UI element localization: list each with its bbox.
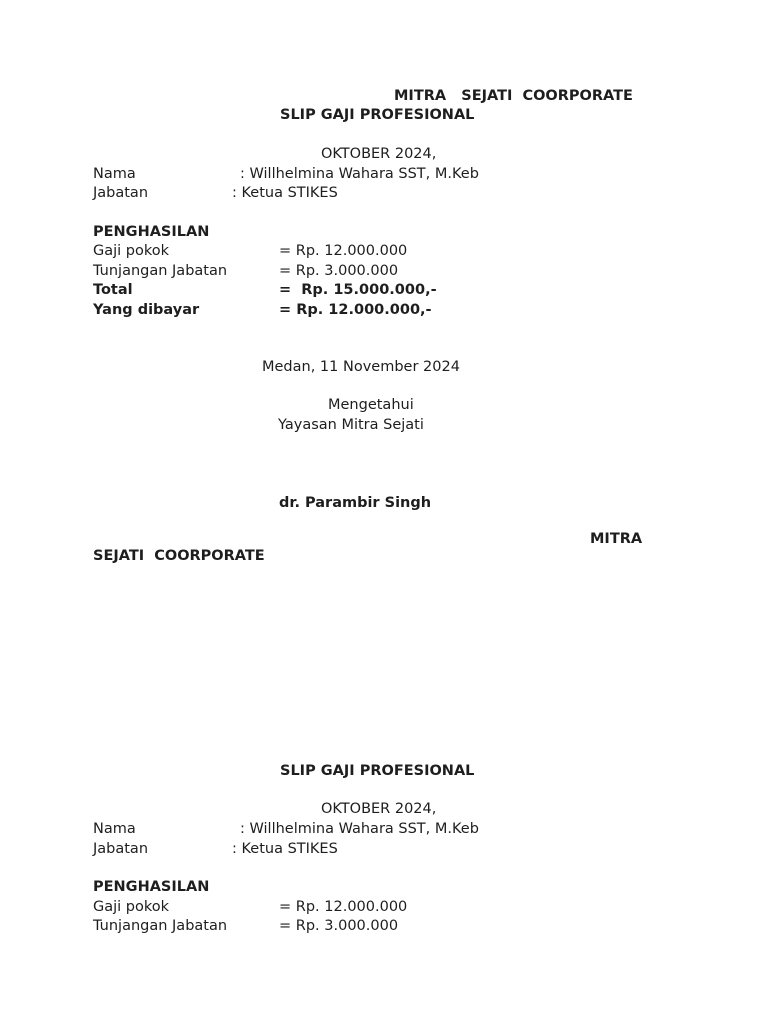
company-name: MITRA SEJATI COORPORATE	[394, 88, 633, 104]
jabatan-label-2: Jabatan	[93, 841, 149, 857]
organization-name: Yayasan Mitra Sejati	[278, 417, 424, 433]
acknowledge-text: Mengetahui	[328, 397, 414, 413]
jabatan-value: : Ketua STIKES	[232, 185, 338, 201]
yang-dibayar-label: Yang dibayar	[93, 302, 200, 318]
nama-value-2: : Willhelmina Wahara SST, M.Keb	[240, 821, 479, 837]
total-label: Total	[93, 282, 133, 298]
tunjangan-value-2: = Rp. 3.000.000	[279, 918, 399, 934]
nama-value: : Willhelmina Wahara SST, M.Keb	[240, 166, 479, 182]
yang-dibayar-value: = Rp. 12.000.000,-	[279, 302, 432, 318]
gaji-pokok-value-2: = Rp. 12.000.000	[279, 899, 408, 915]
jabatan-label: Jabatan	[93, 185, 149, 201]
nama-label: Nama	[93, 166, 136, 182]
slip-title: SLIP GAJI PROFESIONAL	[280, 107, 475, 123]
gaji-pokok-label: Gaji pokok	[93, 243, 170, 259]
gaji-pokok-value: = Rp. 12.000.000	[279, 243, 408, 259]
jabatan-value-2: : Ketua STIKES	[232, 841, 338, 857]
company-name-part2: SEJATI COORPORATE	[93, 548, 265, 564]
period-2: OKTOBER 2024,	[321, 801, 437, 817]
gaji-pokok-label-2: Gaji pokok	[93, 899, 170, 915]
tunjangan-value: = Rp. 3.000.000	[279, 263, 399, 279]
section-heading-penghasilan-2: PENGHASILAN	[93, 879, 210, 895]
place-date: Medan, 11 November 2024	[262, 359, 460, 375]
total-value: = Rp. 15.000.000,-	[279, 282, 437, 298]
section-heading-penghasilan: PENGHASILAN	[93, 224, 210, 240]
slip-title-2: SLIP GAJI PROFESIONAL	[280, 763, 475, 779]
company-name-part1: MITRA	[590, 531, 643, 547]
tunjangan-label-2: Tunjangan Jabatan	[93, 918, 228, 934]
tunjangan-label: Tunjangan Jabatan	[93, 263, 228, 279]
period: OKTOBER 2024,	[321, 146, 437, 162]
signatory-name: dr. Parambir Singh	[279, 495, 432, 511]
nama-label-2: Nama	[93, 821, 136, 837]
